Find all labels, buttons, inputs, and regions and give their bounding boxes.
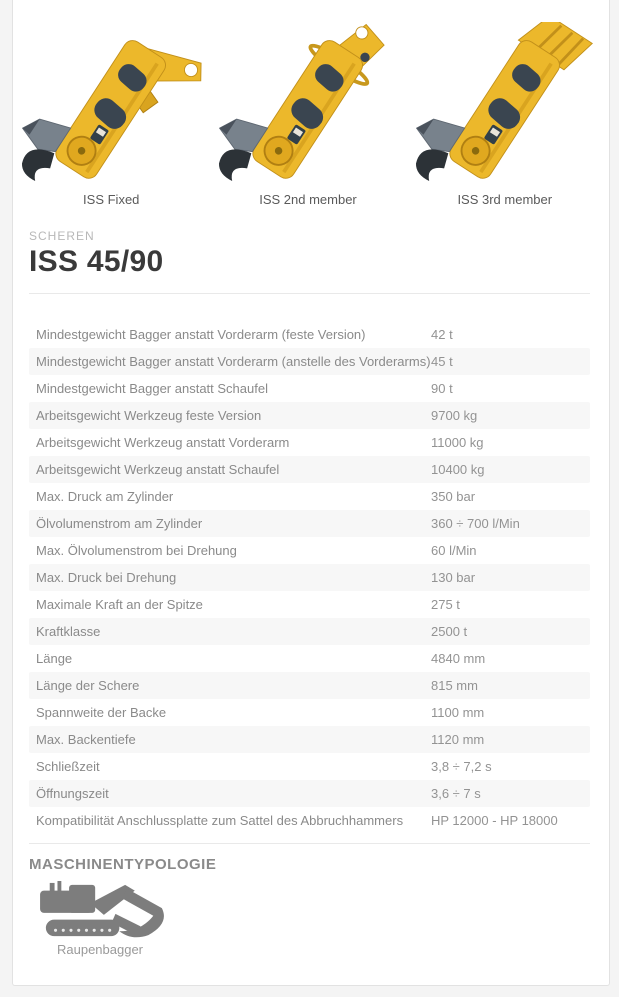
spec-label: Arbeitsgewicht Werkzeug anstatt Schaufel — [36, 462, 280, 477]
spec-label: Arbeitsgewicht Werkzeug feste Version — [36, 408, 262, 423]
spec-value: 45 t — [431, 354, 453, 369]
header-divider — [29, 293, 590, 294]
demolition-shear-icon — [212, 22, 404, 190]
spec-value: 815 mm — [431, 678, 478, 693]
spec-table-row — [29, 780, 590, 807]
spec-label: Länge der Schere — [36, 678, 140, 693]
spec-value: 42 t — [431, 327, 453, 342]
spec-label: Öffnungszeit — [36, 786, 109, 801]
spec-table-row — [29, 456, 590, 483]
spec-value: HP 12000 - HP 18000 — [431, 813, 558, 828]
spec-value: 4840 mm — [431, 651, 486, 666]
machine-type-item — [29, 881, 171, 957]
spec-table-row — [29, 618, 590, 645]
spec-value: 10400 kg — [431, 462, 485, 477]
spec-table — [29, 321, 590, 834]
spec-table-row — [29, 348, 590, 375]
spec-label: Kraftklasse — [36, 624, 101, 639]
spec-table-row — [29, 537, 590, 564]
spec-value: 1120 mm — [431, 732, 485, 747]
spec-label: Max. Ölvolumenstrom bei Drehung — [36, 543, 237, 558]
spec-table-row — [29, 753, 590, 780]
spec-label: Maximale Kraft an der Spitze — [36, 597, 203, 612]
spec-table-row — [29, 510, 590, 537]
spec-value: 3,6 ÷ 7 s — [431, 786, 481, 801]
spec-value: 9700 kg — [431, 408, 478, 423]
spec-table-row — [29, 591, 590, 618]
spec-table-row — [29, 429, 590, 456]
category-label: SCHEREN — [29, 229, 95, 243]
spec-label: Kompatibilität Anschlussplatte zum Sattel des Abbruchhammers — [36, 813, 404, 828]
spec-label: Max. Druck bei Drehung — [36, 570, 177, 585]
spec-label: Mindestgewicht Bagger anstatt Schaufel — [36, 381, 268, 396]
product-image-label: ISS 2nd member — [259, 192, 357, 207]
demolition-shear-icon — [15, 22, 207, 190]
spec-label: Mindestgewicht Bagger anstatt Vorderarm (anstelle des Vorderarms) — [36, 354, 431, 369]
spec-table-row — [29, 402, 590, 429]
spec-value: 360 ÷ 700 l/Min — [431, 516, 520, 531]
spec-label: Mindestgewicht Bagger anstatt Vorderarm (feste Version) — [36, 327, 366, 342]
machine-type-label: Raupenbagger — [56, 942, 144, 957]
spec-value: 350 bar — [431, 489, 476, 504]
product-spec-card — [12, 0, 610, 986]
product-image-label: ISS 3rd member — [457, 192, 553, 207]
spec-table-row — [29, 483, 590, 510]
spec-value: 11000 kg — [431, 435, 484, 450]
spec-table-row — [29, 321, 590, 348]
spec-value: 130 bar — [431, 570, 476, 585]
spec-table-row — [29, 726, 590, 753]
spec-table-row — [29, 672, 590, 699]
crawler-excavator-icon — [32, 881, 168, 939]
spec-table-row — [29, 564, 590, 591]
spec-value: 60 l/Min — [431, 543, 477, 558]
product-image[interactable] — [13, 22, 209, 207]
product-images-row — [13, 0, 609, 207]
product-image[interactable] — [210, 22, 406, 207]
machine-typology-heading: MASCHINENTYPOLOGIE — [29, 856, 217, 873]
spec-value: 275 t — [431, 597, 460, 612]
spec-label: Max. Backentiefe — [36, 732, 136, 747]
spec-table-row — [29, 375, 590, 402]
spec-label: Ölvolumenstrom am Zylinder — [36, 516, 203, 531]
spec-table-row — [29, 699, 590, 726]
machine-typology-section — [13, 844, 609, 957]
spec-label: Spannweite der Backe — [36, 705, 167, 720]
spec-value: 1100 mm — [431, 705, 485, 720]
spec-value: 2500 t — [431, 624, 468, 639]
spec-label: Länge — [36, 651, 73, 666]
spec-label: Arbeitsgewicht Werkzeug anstatt Vorderarm — [36, 435, 290, 450]
spec-table-row — [29, 645, 590, 672]
spec-label: Max. Druck am Zylinder — [36, 489, 174, 504]
page-header — [13, 207, 609, 279]
spec-value: 3,8 ÷ 7,2 s — [431, 759, 492, 774]
demolition-shear-icon — [409, 22, 601, 190]
spec-label: Schließzeit — [36, 759, 100, 774]
product-image[interactable] — [407, 22, 603, 207]
spec-value: 90 t — [431, 381, 453, 396]
spec-table-row — [29, 807, 590, 834]
page-title: ISS 45/90 — [29, 245, 164, 278]
product-image-label: ISS Fixed — [83, 192, 140, 207]
